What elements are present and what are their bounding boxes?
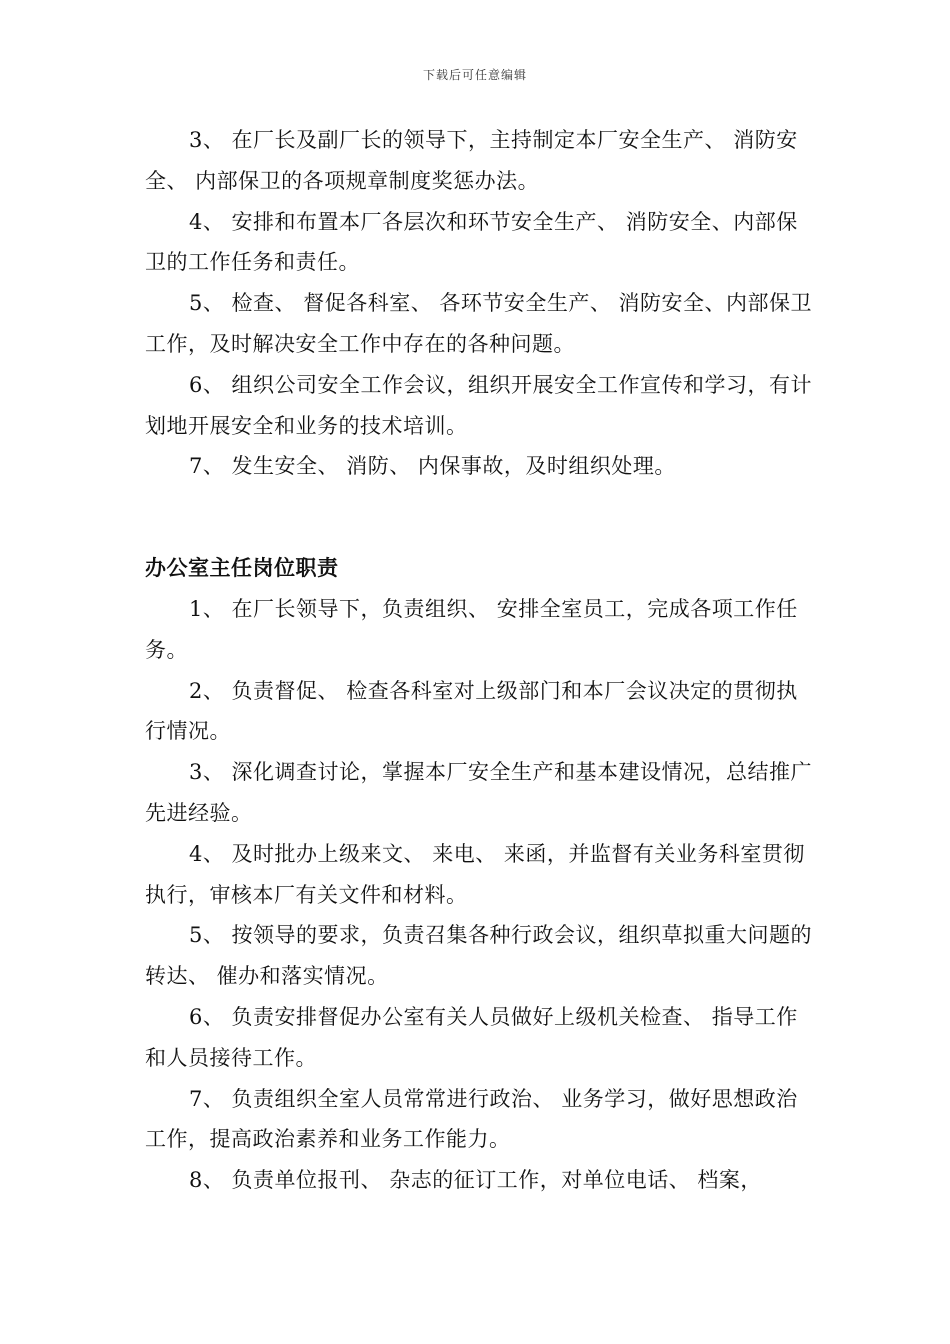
paragraph-safety-3: 3、 在厂长及副厂长的领导下，主持制定本厂安全生产、 消防安全、 内部保卫的各项规章制度奖惩办法。: [145, 128, 798, 193]
document-body: [145, 120, 813, 1201]
paragraph-office-2: 2、 负责督促、 检查各科室对上级部门和本厂会议决定的贯彻执行情况。: [145, 678, 798, 744]
section-title: 办公室主任岗位职责: [145, 555, 339, 581]
paragraph-safety-5: 5、 检查、 督促各科室、 各环节安全生产、 消防安全、内部保卫工作，及时解决安全工作中存在的各种问题。: [145, 291, 813, 356]
paragraph-office-5: 5、 按领导的要求，负责召集各种行政会议，组织草拟重大问题的转达、 催办和落实情况。: [145, 923, 813, 989]
paragraph-office-1: 1、 在厂长领导下，负责组织、 安排全室员工，完成各项工作任务。: [145, 596, 798, 662]
paragraph-office-7: 7、 负责组织全室人员常常进行政治、 业务学习，做好思想政治工作，提高政治素养和业务工作能力。: [145, 1086, 798, 1152]
paragraph-safety-6: 6、 组织公司安全工作会议，组织开展安全工作宣传和学习，有计划地开展安全和业务的技术培训。: [145, 372, 813, 438]
paragraph-safety-7: 7、 发生安全、 消防、 内保事故，及时组织处理。: [189, 454, 676, 479]
section-spacer: [145, 487, 813, 548]
paragraph-office-6: 6、 负责安排督促办公室有关人员做好上级机关检查、 指导工作和人员接待工作。: [145, 1004, 798, 1070]
page-header: 下载后可任意编辑: [422, 68, 527, 82]
paragraph-office-4: 4、 及时批办上级来文、 来电、 来函，并监督有关业务科室贯彻执行，审核本厂有关文件和材料。: [145, 841, 805, 907]
paragraph-safety-4: 4、 安排和布置本厂各层次和环节安全生产、 消防安全、内部保卫的工作任务和责任。: [145, 209, 798, 275]
paragraph-office-3: 3、 深化调查讨论，掌握本厂安全生产和基本建设情况，总结推广先进经验。: [145, 760, 813, 825]
paragraph-office-8: 8、 负责单位报刊、 杂志的征订工作，对单位电话、 档案，: [189, 1168, 762, 1193]
